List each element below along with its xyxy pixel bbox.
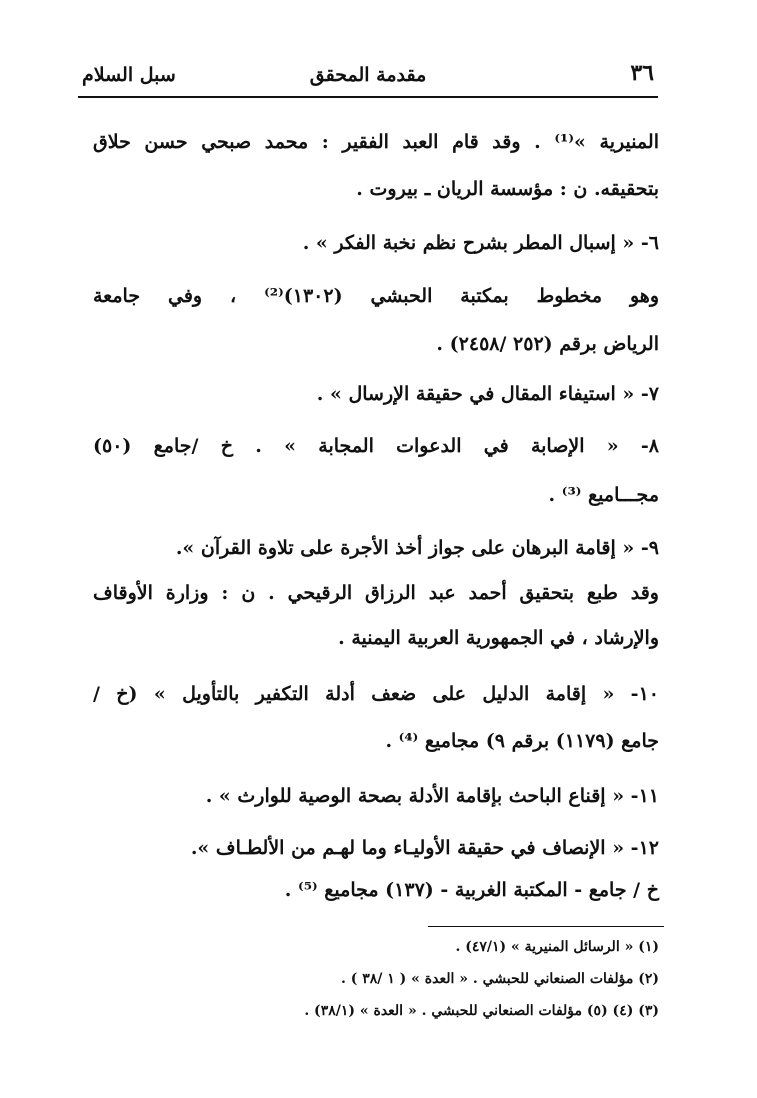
text-line: جامع (١١٧٩) برقم ٩) مجاميع ⁽⁴⁾ . [385,730,659,752]
text-line: الرياض برقم (٢٥٢ /٢٤٥٨) . [436,333,659,355]
book-title: سبل السلام [82,64,176,86]
text-line: ٨- « الإصابة في الدعوات المجابة » . خ /جامع (٥٠) [93,435,659,457]
text-line: والإرشاد ، في الجمهورية العربية اليمنية . [338,627,659,649]
text-line: ١١- « إقناع الباحث بإقامة الأدلة بصحة الوصية للوارث » . [205,785,659,807]
running-header [78,56,658,96]
footnote-rule [428,926,664,927]
text-line: ١٠- « إقامة الدليل على ضعف أدلة التكفير بالتأويل » (خ / [93,683,659,705]
footnote: (٢) مؤلفات الصنعاني للحبشي . « العدة » ( ١ /٣٨ ) . [340,971,659,987]
text-line: وقد طبع بتحقيق أحمد عبد الرزاق الرقيحي . ن : وزارة الأوقاف [93,582,659,604]
chapter-title: مقدمة المحقق [309,64,427,86]
text-line: بتحقيقه. ن : مؤسسة الريان ـ بيروت . [356,178,659,200]
header-rule [78,96,658,98]
text-line: وهو مخطوط بمكتبة الحبشي (١٣٠٢)⁽²⁾ ، وفي جامعة [93,285,659,307]
text-line: ١٢- « الإنصاف في حقيقة الأوليـاء وما لهـم من الألطـاف ». [190,837,659,859]
footnote: (٣) (٤) (٥) مؤلفات الصنعاني للحبشي . « العدة » (٣٨/١) . [304,1003,659,1019]
text-line: المنيرية »⁽¹⁾ . وقد قام العبد الفقير : محمد صبحي حسن حلاق [93,131,659,153]
text-line: ٦- « إسبال المطر بشرح نظم نخبة الفكر » . [302,232,659,254]
text-line: خ / جامع - المكتبة الغربية - (١٣٧) مجاميع ⁽⁵⁾ . [284,879,659,901]
text-line: ٧- « استيفاء المقال في حقيقة الإرسال » . [316,383,659,405]
footnote: (١) « الرسائل المنيرية » (٤٧/١) . [455,939,659,955]
page-number: ٣٦ [630,60,654,86]
text-line: مجـــاميع ⁽³⁾ . [548,484,659,506]
text-line: ٩- « إقامة البرهان على جواز أخذ الأجرة على تلاوة القرآن ». [175,537,659,559]
